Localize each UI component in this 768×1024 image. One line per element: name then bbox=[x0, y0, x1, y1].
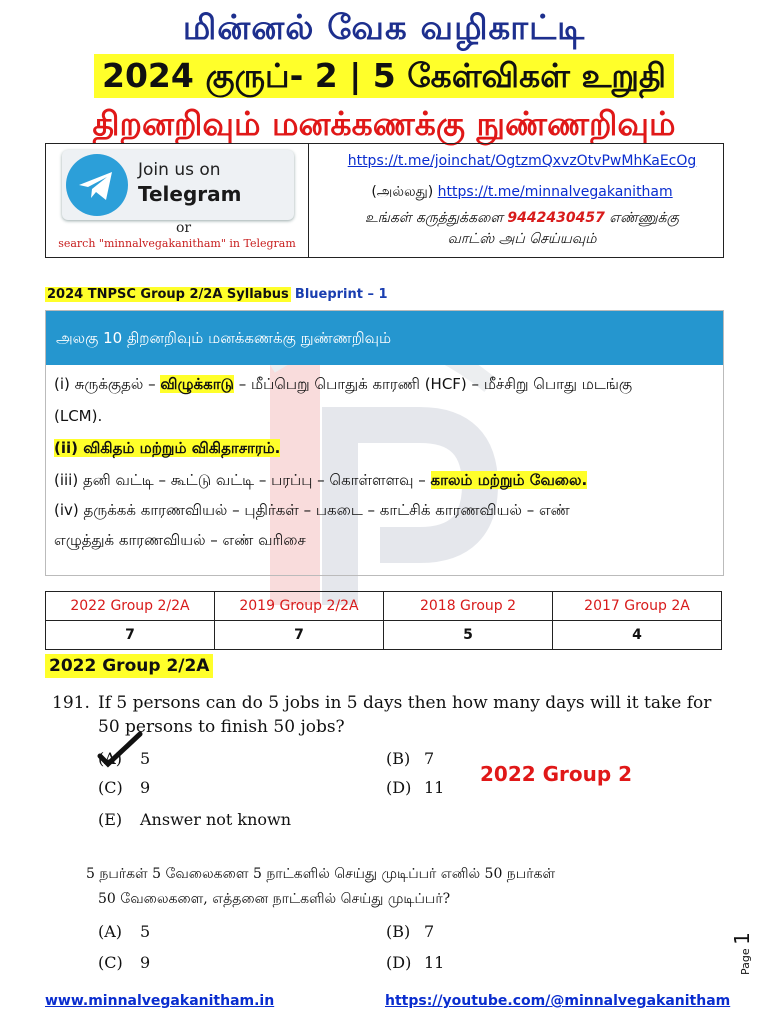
page-label: Page bbox=[739, 948, 752, 975]
option-text: 5 bbox=[140, 749, 151, 768]
topic-heading: திறனறிவும் மனக்கணக்கு நுண்ணறிவும் bbox=[92, 104, 676, 143]
table-row bbox=[46, 592, 722, 621]
telegram-banner[interactable] bbox=[46, 144, 309, 257]
table-header-cell: 2022 Group 2/2A bbox=[46, 592, 215, 621]
table-header-cell: 2019 Group 2/2A bbox=[215, 592, 384, 621]
unit-line-5: (iv) தருக்கக் காரணவியல் – புதிர்கள் – பகடை – காட்சிக் காரணவியல் – எண் bbox=[54, 501, 570, 519]
unit-line-1c: – மீப்பெறு பொதுக் காரணி (HCF) – மீச்சிறு பொது மடங்கு bbox=[233, 375, 633, 393]
telegram-or: or bbox=[176, 220, 192, 236]
whatsapp-phone[interactable]: 9442430457 bbox=[507, 210, 605, 226]
option-text: 7 bbox=[424, 922, 435, 941]
page-subtitle: 2024 குருப்- 2 | 5 கேள்விகள் உறுதி bbox=[94, 54, 674, 98]
table-cell: 7 bbox=[46, 621, 215, 650]
question-en-line-1: If 5 persons can do 5 jobs in 5 days then how many days will it take for bbox=[98, 693, 712, 713]
telegram-joinchat-link[interactable]: https://t.me/joinchat/OgtzmQxvzOtvPwMhKaEcOg bbox=[347, 153, 697, 169]
question-exam-tag: 2022 Group 2 bbox=[480, 762, 633, 786]
option-text: 7 bbox=[424, 749, 435, 768]
unit-title: அலகு 10 திறனறிவும் மனக்கணக்கு நுண்ணறிவும் bbox=[46, 311, 723, 365]
unit-line-2: (LCM). bbox=[54, 407, 103, 425]
option-text: 9 bbox=[140, 953, 151, 972]
unit-highlight-ratio: (ii) விகிதம் மற்றும் விகிதாசாரம். bbox=[54, 439, 281, 457]
feedback-post: எண்ணுக்கு bbox=[609, 210, 679, 226]
unit-line-1a: (i) சுருக்குதல் – bbox=[54, 375, 161, 393]
footer-website-link[interactable]: www.minnalvegakanitham.in bbox=[45, 993, 275, 1009]
telegram-name: Telegram bbox=[138, 182, 242, 206]
telegram-join-text: Join us on bbox=[138, 160, 221, 180]
syllabus-unit-box bbox=[45, 310, 724, 576]
syllabus-label: 2024 TNPSC Group 2/2A Syllabus bbox=[47, 287, 289, 302]
option-key: (B) bbox=[386, 922, 411, 941]
option-key: (A) bbox=[98, 922, 123, 941]
unit-highlight-percentage: விழுக்காடு bbox=[160, 375, 234, 393]
question-ta-line-1: 5 நபர்கள் 5 வேலைகளை 5 நாட்களில் செய்து முடிப்பர் எனில் 50 நபர்கள் bbox=[86, 866, 556, 882]
unit-line-1 bbox=[54, 373, 714, 395]
option-key: (D) bbox=[386, 778, 412, 797]
footer-youtube-link[interactable]: https://youtube.com/@minnalvegakanitham bbox=[385, 993, 731, 1009]
table-row bbox=[46, 621, 722, 650]
feedback-pre: உங்கள் கருத்துக்களை bbox=[364, 210, 503, 226]
question-ta-line-2: 50 வேலைகளை, எத்தனை நாட்களில் செய்து முடிப்பர்? bbox=[98, 891, 451, 907]
section-label: 2022 Group 2/2A bbox=[45, 654, 213, 678]
option-text: 5 bbox=[140, 922, 151, 941]
option-text: 11 bbox=[424, 953, 445, 972]
option-text: 9 bbox=[140, 778, 151, 797]
feedback-line2: வாட்ஸ் அப் செய்யவும் bbox=[447, 231, 597, 247]
table-cell: 5 bbox=[384, 621, 553, 650]
question-en-line-2: 50 persons to finish 50 jobs? bbox=[98, 717, 345, 737]
whatsapp-feedback-text bbox=[322, 208, 722, 250]
question-number: 191. bbox=[52, 693, 90, 713]
unit-line-3 bbox=[54, 437, 714, 459]
table-header-cell: 2017 Group 2A bbox=[553, 592, 722, 621]
telegram-channel-link[interactable]: https://t.me/minnalvegakanitham bbox=[437, 184, 673, 200]
option-key: (B) bbox=[386, 749, 411, 768]
telegram-logo-icon bbox=[66, 154, 128, 216]
unit-highlight-time-work: காலம் மற்றும் வேலை. bbox=[430, 471, 588, 489]
unit-line-4a: (iii) தனி வட்டி – கூட்டு வட்டி – பரப்பு – கொள்ளளவு – bbox=[54, 471, 431, 489]
page-number-value: 1 bbox=[730, 932, 754, 945]
option-key: (D) bbox=[386, 953, 412, 972]
syllabus-label-line bbox=[45, 287, 388, 302]
option-key: (A) bbox=[98, 749, 123, 768]
unit-line-6: எழுத்துக் காரணவியல் – எண் வரிசை bbox=[54, 531, 306, 549]
option-key: (E) bbox=[98, 810, 123, 829]
telegram-search-hint: search "minnalvegakanitham" in Telegram bbox=[58, 237, 296, 250]
table-cell: 7 bbox=[215, 621, 384, 650]
telegram-alt-link-line bbox=[322, 184, 722, 202]
or-tamil-text: (அல்லது) bbox=[371, 184, 434, 200]
exam-count-table bbox=[45, 591, 722, 650]
option-key: (C) bbox=[98, 778, 123, 797]
table-header-cell: 2018 Group 2 bbox=[384, 592, 553, 621]
table-cell: 4 bbox=[553, 621, 722, 650]
unit-line-4 bbox=[54, 469, 714, 491]
page-title: மின்னல் வேக வழிகாட்டி bbox=[182, 8, 586, 48]
option-text: 11 bbox=[424, 778, 445, 797]
blueprint-label: Blueprint – 1 bbox=[294, 287, 388, 302]
telegram-box bbox=[45, 143, 724, 258]
option-key: (C) bbox=[98, 953, 123, 972]
page-number bbox=[730, 915, 768, 975]
telegram-card[interactable] bbox=[62, 150, 294, 220]
option-text: Answer not known bbox=[140, 810, 292, 829]
